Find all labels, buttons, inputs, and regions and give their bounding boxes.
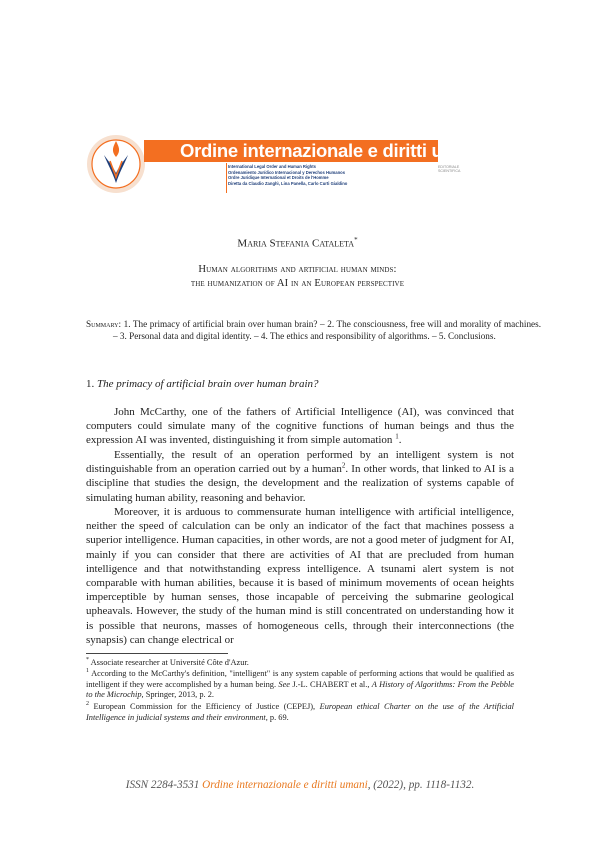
body-paragraph-1 <box>86 405 514 448</box>
journal-subtitle-block <box>228 164 448 186</box>
summary-text: : 1. The primacy of artificial brain over human brain? – 2. The consciousness, free will and morality of machines. – 3. Personal data and digital identity. – 4. The ethics and responsibility of algorithms. – 5. Conclusions. <box>113 319 541 342</box>
journal-logo-icon <box>86 127 146 201</box>
footnote-text: According to the McCarthy's definition, "intelligent" is any system capable of performing actions that would be qualified as intelligent if they were accomplished by a human being. <box>86 669 514 689</box>
paragraph-text: . In other words, that linked to AI is a discipline that studies the design, the development and the realization of systems capable of simulating human ability, reasoning and behavior. <box>86 463 514 504</box>
header-divider <box>226 163 227 193</box>
footer-citation: , (2022), pp. 1118-1132. <box>367 779 475 791</box>
footnote-separator <box>86 653 228 654</box>
footer-issn: ISSN 2284-3531 <box>125 779 203 791</box>
footnote-ref: 1 <box>395 432 399 441</box>
title-line-1: Human algorithms and artificial human minds: <box>198 264 397 275</box>
subtitle-line: Ordenamiento Jurídico Internacional y Derechos Humanos <box>228 169 346 175</box>
summary-block <box>86 318 541 343</box>
paragraph-text: Moreover, it is arduous to commensurate human intelligence with artificial intelligence, neither the speed of calculation can be only an indicator of the fact that machines possess a superior intelligence. Human capacities, in other words, are not a good meter of judgment for AI, mainly if you can consider that there are activities of AI that are precluded from human intelligence and that notwithstanding express intelligence. A tsunami alert system is not comparable with human abilities, because it is based of minimum movements of ocean heights imperceptible by human senses, those incapable of perceiving the submarine geological upheavals. However, the study of the human mind is still concentrated on understanding how it is possible that neurons, masses of homogeneous cells, through their interconnections (the synapsis) can change electrical or <box>86 506 514 646</box>
footnote-mark: 1 <box>86 668 89 675</box>
footnote-text: J.-L. CHABERT et al., <box>290 679 372 689</box>
footnote-1 <box>86 669 514 701</box>
title-line-2: the humanization of AI in an European perspective <box>190 277 405 289</box>
journal-name: Ordine internazionale e diritti umani <box>180 140 485 161</box>
summary-label: Summary <box>86 319 119 329</box>
footnote-mark: * <box>86 657 89 664</box>
paragraph-text: . <box>398 434 402 447</box>
footnote-document-title: European ethical Charter on the use of the Artificial Intelligence in judicial systems and their environment <box>86 702 515 722</box>
author-line <box>0 236 595 250</box>
page-footer <box>86 779 514 791</box>
author-footnote-mark: * <box>354 236 358 244</box>
footnote-ref: 2 <box>341 461 346 470</box>
footnote-text: , p. 69. <box>265 712 289 722</box>
section-title: The primacy of artificial brain over human brain? <box>97 378 319 390</box>
section-number: 1. <box>86 378 97 390</box>
section-heading <box>86 378 319 390</box>
subtitle-line: Ordre Juridique International et Droits de l'Homme <box>228 175 329 181</box>
footnote-text: Associate researcher at Université Côte d'Azur. <box>89 658 249 667</box>
article-title <box>0 263 595 290</box>
subtitle-line: Diretta da Claudio Zanghì, Lina Panella, Carlo Curti Gialdino <box>228 180 348 186</box>
editorial-mark-line: EDITORIALE <box>438 165 460 169</box>
author-name: Maria Stefania Cataleta <box>237 237 355 250</box>
subtitle-line: International Legal Order and Human Rights <box>228 164 316 169</box>
journal-title-banner <box>144 140 485 162</box>
footnote-text: See <box>278 679 291 689</box>
footer-journal: Ordine internazionale e diritti umani <box>202 779 368 791</box>
body-paragraph-2 <box>86 448 514 505</box>
paragraph-text: John McCarthy, one of the fathers of Artificial Intelligence (AI), was convinced that computers could simulate many of the cognitive functions of human beings and thus the expression AI was invented, distinguishing it from simple automation <box>86 406 514 447</box>
paragraph-text: Essentially, the result of an operation performed by an intelligent system is not distinguishable from an operation carried out by a human <box>86 449 514 476</box>
footnote-text: European Commission for the Efficiency of Justice (CEPEJ), <box>89 702 320 711</box>
footnote-star <box>86 658 514 669</box>
footnote-mark: 2 <box>86 701 89 708</box>
footnote-2 <box>86 702 514 723</box>
body-paragraph-3 <box>86 505 514 647</box>
editorial-mark-line: SCIENTIFICA <box>438 169 461 174</box>
footnote-text: , Springer, 2013, p. 2. <box>141 690 214 700</box>
footnote-book-title: A History of Algorithms: From the Pebble to the Microchip <box>86 679 515 700</box>
editorial-mark <box>438 165 460 173</box>
